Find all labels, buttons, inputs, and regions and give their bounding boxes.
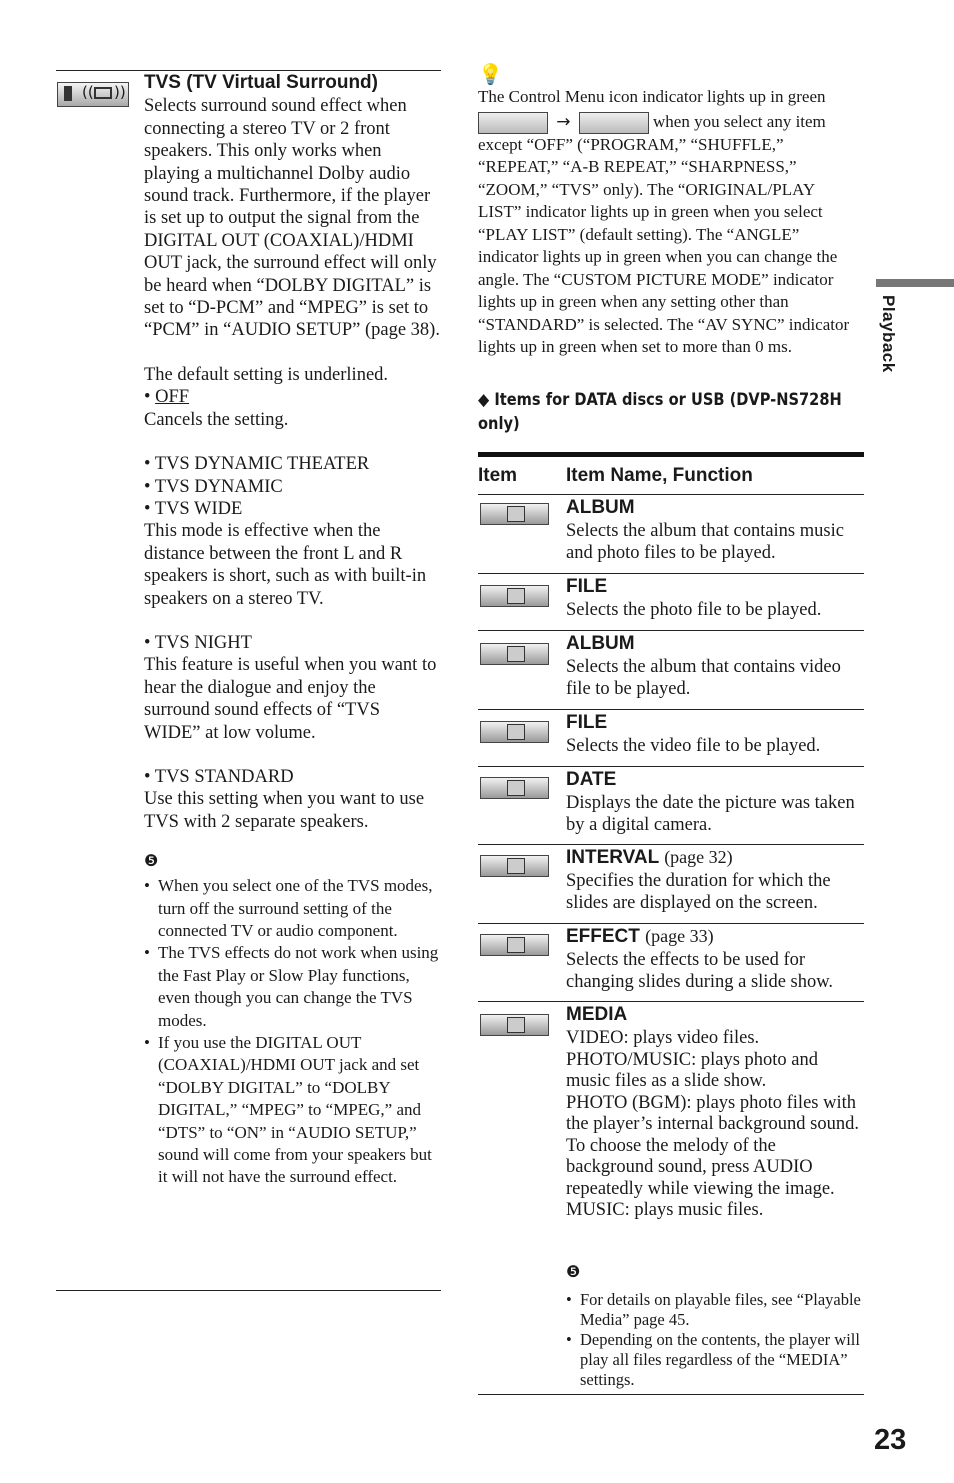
note-icon: ❺ [144, 851, 159, 871]
interval-icon [480, 855, 549, 877]
data-disc-heading: ◆ Items for DATA discs or USB (DVP-NS728H only) [478, 390, 842, 434]
option-wide: • TVS WIDE [144, 498, 243, 519]
side-tab-label: Playback [879, 295, 898, 373]
row-desc: Selects the effects to be used for changing slides during a slide show. [566, 950, 834, 992]
row-name: FILE [566, 576, 608, 597]
row-name: FILE [566, 712, 608, 733]
row-name: EFFECT (page 33) [566, 926, 714, 947]
option-night: • TVS NIGHT [144, 632, 252, 653]
row-name: MEDIA [566, 1004, 628, 1025]
option-dynamic-theater: • TVS DYNAMIC THEATER [144, 454, 370, 475]
row-name: ALBUM [566, 497, 635, 518]
row-name: DATE [566, 769, 617, 790]
row-name: ALBUM [566, 633, 635, 654]
table-row [478, 924, 864, 1002]
table-row [478, 574, 864, 631]
note-item: • When you select one of the TVS modes, turn off the surround setting of the connected TV or audio component. [144, 875, 440, 942]
row-desc: Selects the album that contains video file to be played. [566, 657, 841, 699]
table-row [478, 710, 864, 767]
option-standard: • TVS STANDARD [144, 766, 294, 787]
left-bottom-rule [56, 1290, 441, 1291]
note-icon: ❺ [566, 1262, 581, 1281]
hint-icon: 💡 [478, 62, 503, 86]
date-icon [480, 777, 549, 799]
table-header [478, 457, 864, 495]
photo-file-icon [480, 585, 549, 607]
video-album-icon [480, 643, 549, 665]
control-menu-icon-off [478, 112, 548, 134]
note-item: • If you use the DIGITAL OUT (COAXIAL)/HDMI OUT jack and set “DOLBY DIGITAL” to “DOLBY DIGITAL,” “MPEG” to “MPEG,” and “DTS” to “ON” in “AUDIO SETUP,” sound will come from your speakers but it will not have the surround effect. [144, 1032, 440, 1189]
tvs-description: Selects surround sound effect when connecting a stereo TV or 2 front speakers. This only works when playing a multichannel Dolby audio sound track. Furthermore, if the player is set up to output the signal from the DIGITAL OUT (COAXIAL)/HDMI OUT jack, the surround effect will only be heard when “DOLBY DIGITAL” is set to “D-PCM” and “MPEG” is set to “PCM” in “AUDIO SETUP” (page 38). [144, 96, 440, 341]
tvs-title: TVS (TV Virtual Surround) [144, 72, 378, 93]
effect-icon [480, 934, 549, 956]
data-items-table [478, 452, 864, 1395]
control-menu-icon-on [579, 112, 649, 134]
option-off-desc: Cancels the setting. [144, 409, 289, 430]
standard-desc: Use this setting when you want to use TVS with 2 separate speakers. [144, 789, 425, 832]
page-number: 23 [874, 1424, 907, 1456]
row-desc: Selects the video file to be played. [566, 736, 821, 756]
tvs-section [144, 72, 440, 1189]
table-row [478, 767, 864, 845]
row-desc: Displays the date the picture was taken by a digital camera. [566, 793, 855, 835]
left-top-rule [56, 70, 441, 71]
row-desc: Selects the photo file to be played. [566, 600, 822, 620]
row-name: INTERVAL (page 32) [566, 847, 733, 868]
note-item: • The TVS effects do not work when using the Fast Play or Slow Play functions, even though you can change the TVS modes. [144, 942, 440, 1032]
row-desc: VIDEO: plays video files. PHOTO/MUSIC: plays photo and music files as a slide show. PHOTO (BGM): plays photo files with the player’s internal background sound. To choose the melody of the background sound, press AUDIO repeatedly while viewing the image. MUSIC: plays music files. [566, 1028, 860, 1220]
row-desc: Specifies the duration for which the slides are displayed on the screen. [566, 871, 831, 913]
table-row [478, 1002, 864, 1395]
media-icon [480, 1014, 549, 1036]
control-menu-hint [478, 86, 862, 359]
group1-desc: This mode is effective when the distance between the front L and R speakers is short, such as with built-in speakers on a stereo TV. [144, 521, 427, 609]
night-desc: This feature is useful when you want to hear the dialogue and enjoy the surround sound effects of “TVS WIDE” at low volume. [144, 655, 437, 743]
tvs-surround-icon: (( )) [57, 82, 129, 107]
col-name: Item Name, Function [566, 465, 753, 486]
hint-text-2: when you select any item except “OFF” (“PROGRAM,” “SHUFFLE,” “REPEAT,” “A-B REPEAT,” “SHARPNESS,” “ZOOM,” “TVS” only). The “ORIGINAL/PLAY LIST” indicator lights up in green when you select “PLAY LIST” (default setting). The “ANGLE” indicator lights up in green when you can change the angle. The “CUSTOM PICTURE MODE” indicator lights up in green when any setting other than “STANDARD” is selected. The “AV SYNC” indicator lights up in green when set to more than 0 ms. [478, 111, 850, 357]
option-dynamic: • TVS DYNAMIC [144, 476, 283, 497]
photo-album-icon [480, 503, 549, 525]
side-tab-bar [876, 279, 954, 287]
row-desc: Selects the album that contains music and photo files to be played. [566, 521, 844, 563]
note-item: • Depending on the contents, the player will play all files regardless of the “MEDIA” settings. [566, 1330, 862, 1390]
option-off: • OFF [144, 387, 190, 408]
table-row [478, 845, 864, 924]
note-item: • For details on playable files, see “Playable Media” page 45. [566, 1290, 862, 1330]
tvs-notes [144, 875, 440, 1189]
col-item: Item [478, 465, 518, 486]
hint-text-1: The Control Menu icon indicator lights up in green [478, 87, 826, 106]
default-note: The default setting is underlined. [144, 364, 389, 385]
arrow-icon: → [556, 111, 571, 132]
option-off-label: OFF [155, 387, 190, 408]
media-notes [566, 1290, 862, 1390]
table-row [478, 631, 864, 710]
video-file-icon [480, 721, 549, 743]
table-row [478, 495, 864, 574]
